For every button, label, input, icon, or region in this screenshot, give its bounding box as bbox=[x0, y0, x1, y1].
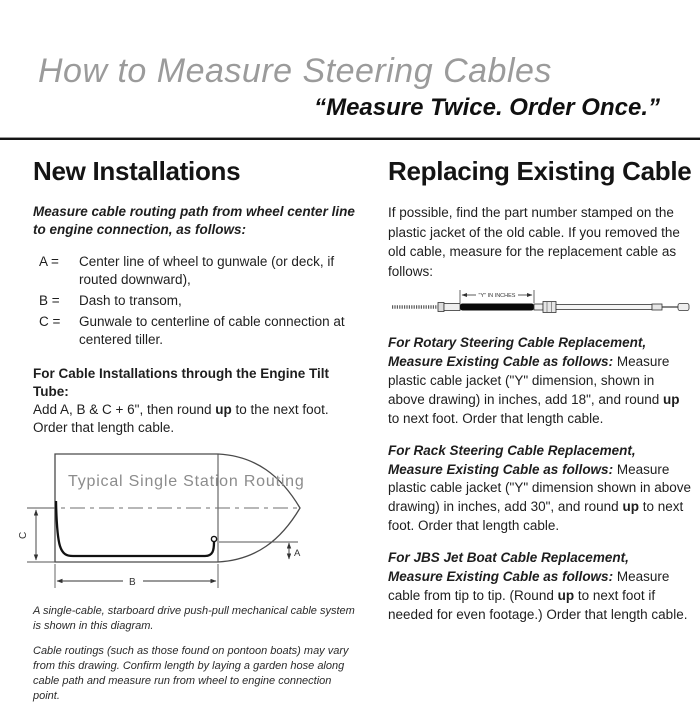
jbs-body-bold: up bbox=[557, 587, 575, 603]
left-lead-paragraph: Measure cable routing path from wheel center line to engine connection, as follows: bbox=[33, 204, 355, 237]
measurement-definitions bbox=[39, 253, 357, 349]
engine-connection-point bbox=[211, 537, 216, 542]
tilt-tube-body bbox=[33, 401, 357, 437]
boat-routing-diagram bbox=[13, 446, 357, 599]
definition-row-c bbox=[39, 313, 357, 349]
page-title: How to Measure Steering Cables bbox=[38, 52, 552, 90]
left-column bbox=[18, 156, 357, 704]
page-tagline: “Measure Twice. Order Once.” bbox=[314, 94, 660, 121]
rack-body-pre: Measure plastic cable jacket ("Y" dimension shown in above drawing) in inches, add 30", and round bbox=[388, 461, 691, 515]
rotary-body-pre: Measure plastic cable jacket ("Y" dimension, shown in above drawing) in inches, add 18", and round bbox=[388, 354, 670, 407]
section-rack bbox=[388, 442, 691, 536]
rack-body-bold: up bbox=[622, 499, 639, 515]
jbs-lead-line1: For JBS Jet Boat Cable Replacement, bbox=[388, 550, 629, 566]
rotary-lead-line1: For Rotary Steering Cable Replacement, bbox=[388, 335, 647, 351]
tilt-tube-body-post: to the next foot. Order that length cable. bbox=[33, 401, 329, 435]
definition-text-a: Center line of wheel to gunwale (or deck, if routed downward), bbox=[79, 253, 335, 287]
cable-ferrule bbox=[438, 303, 444, 312]
cable-end-fitting bbox=[652, 304, 662, 310]
diagram-caption-1: A single-cable, starboard drive push-pull mechanical cable system is shown in this diagram. bbox=[33, 605, 355, 633]
rotary-lead-line2: Measure Existing Cable as follows: bbox=[388, 354, 614, 370]
rack-lead-line1: For Rack Steering Cable Replacement, bbox=[388, 442, 636, 458]
definition-row-a bbox=[39, 253, 357, 289]
jbs-body-pre: Measure cable from tip to tip. (Round bbox=[388, 569, 670, 603]
header-divider bbox=[0, 137, 700, 140]
definition-text-b: Dash to transom, bbox=[79, 292, 182, 308]
dimension-b-label: B bbox=[129, 577, 136, 589]
rack-body-post: to next foot. Order that length cable. bbox=[388, 499, 684, 534]
cable-collar-right bbox=[534, 304, 543, 310]
definition-label-c: C = bbox=[39, 313, 61, 329]
definition-label-a: A = bbox=[39, 253, 59, 269]
rack-lead-line2: Measure Existing Cable as follows: bbox=[388, 461, 614, 477]
tilt-tube-heading: For Cable Installations through the Engine Tilt Tube: bbox=[33, 365, 330, 399]
right-intro-paragraph: If possible, find the part number stamped on the plastic jacket of the old cable. If you removed the old cable, measure for the replacement cable as follows: bbox=[388, 205, 680, 279]
tilt-tube-body-bold: up bbox=[215, 401, 232, 417]
cable-tube bbox=[556, 305, 652, 310]
diagram-caption-2: Cable routings (such as those found on pontoon boats) may vary from this drawing. Confirm length by laying a garden hose along cable path and measure run from wheel to engine connection point. bbox=[33, 645, 349, 702]
cable-end-cap bbox=[678, 304, 689, 311]
right-column bbox=[388, 156, 691, 638]
cable-diagram-svg bbox=[388, 287, 691, 319]
tilt-tube-body-pre: Add A, B & C + 6", then round bbox=[33, 401, 216, 417]
section-rotary bbox=[388, 334, 691, 428]
definition-text-c: Gunwale to centerline of cable connection at centered tiller. bbox=[79, 313, 345, 347]
right-heading: Replacing Existing Cable bbox=[388, 156, 692, 186]
jbs-body-post: to next foot if needed for even footage.) Order that length cable. bbox=[388, 587, 688, 622]
cable-jacket bbox=[460, 304, 534, 311]
y-dimension-label: "Y" IN INCHES bbox=[478, 293, 516, 300]
definition-label-b: B = bbox=[39, 292, 60, 308]
left-heading: New Installations bbox=[33, 156, 241, 186]
rotary-body-bold: up bbox=[662, 391, 680, 407]
cable-nut bbox=[543, 302, 556, 313]
dimension-c-label: C bbox=[18, 532, 29, 540]
section-jbs bbox=[388, 549, 691, 625]
definition-row-b bbox=[39, 292, 357, 310]
dimension-a-label: A bbox=[294, 548, 301, 560]
boat-diagram-title: Typical Single Station Routing bbox=[68, 473, 305, 491]
cable-routing-path bbox=[56, 501, 214, 556]
cable-collar-left bbox=[444, 304, 460, 311]
rotary-body-post: to next foot. Order that length cable. bbox=[388, 410, 604, 426]
steering-cable-diagram bbox=[388, 287, 691, 324]
jbs-lead-line2: Measure Existing Cable as follows: bbox=[388, 569, 614, 585]
boat-diagram-svg bbox=[13, 446, 353, 594]
